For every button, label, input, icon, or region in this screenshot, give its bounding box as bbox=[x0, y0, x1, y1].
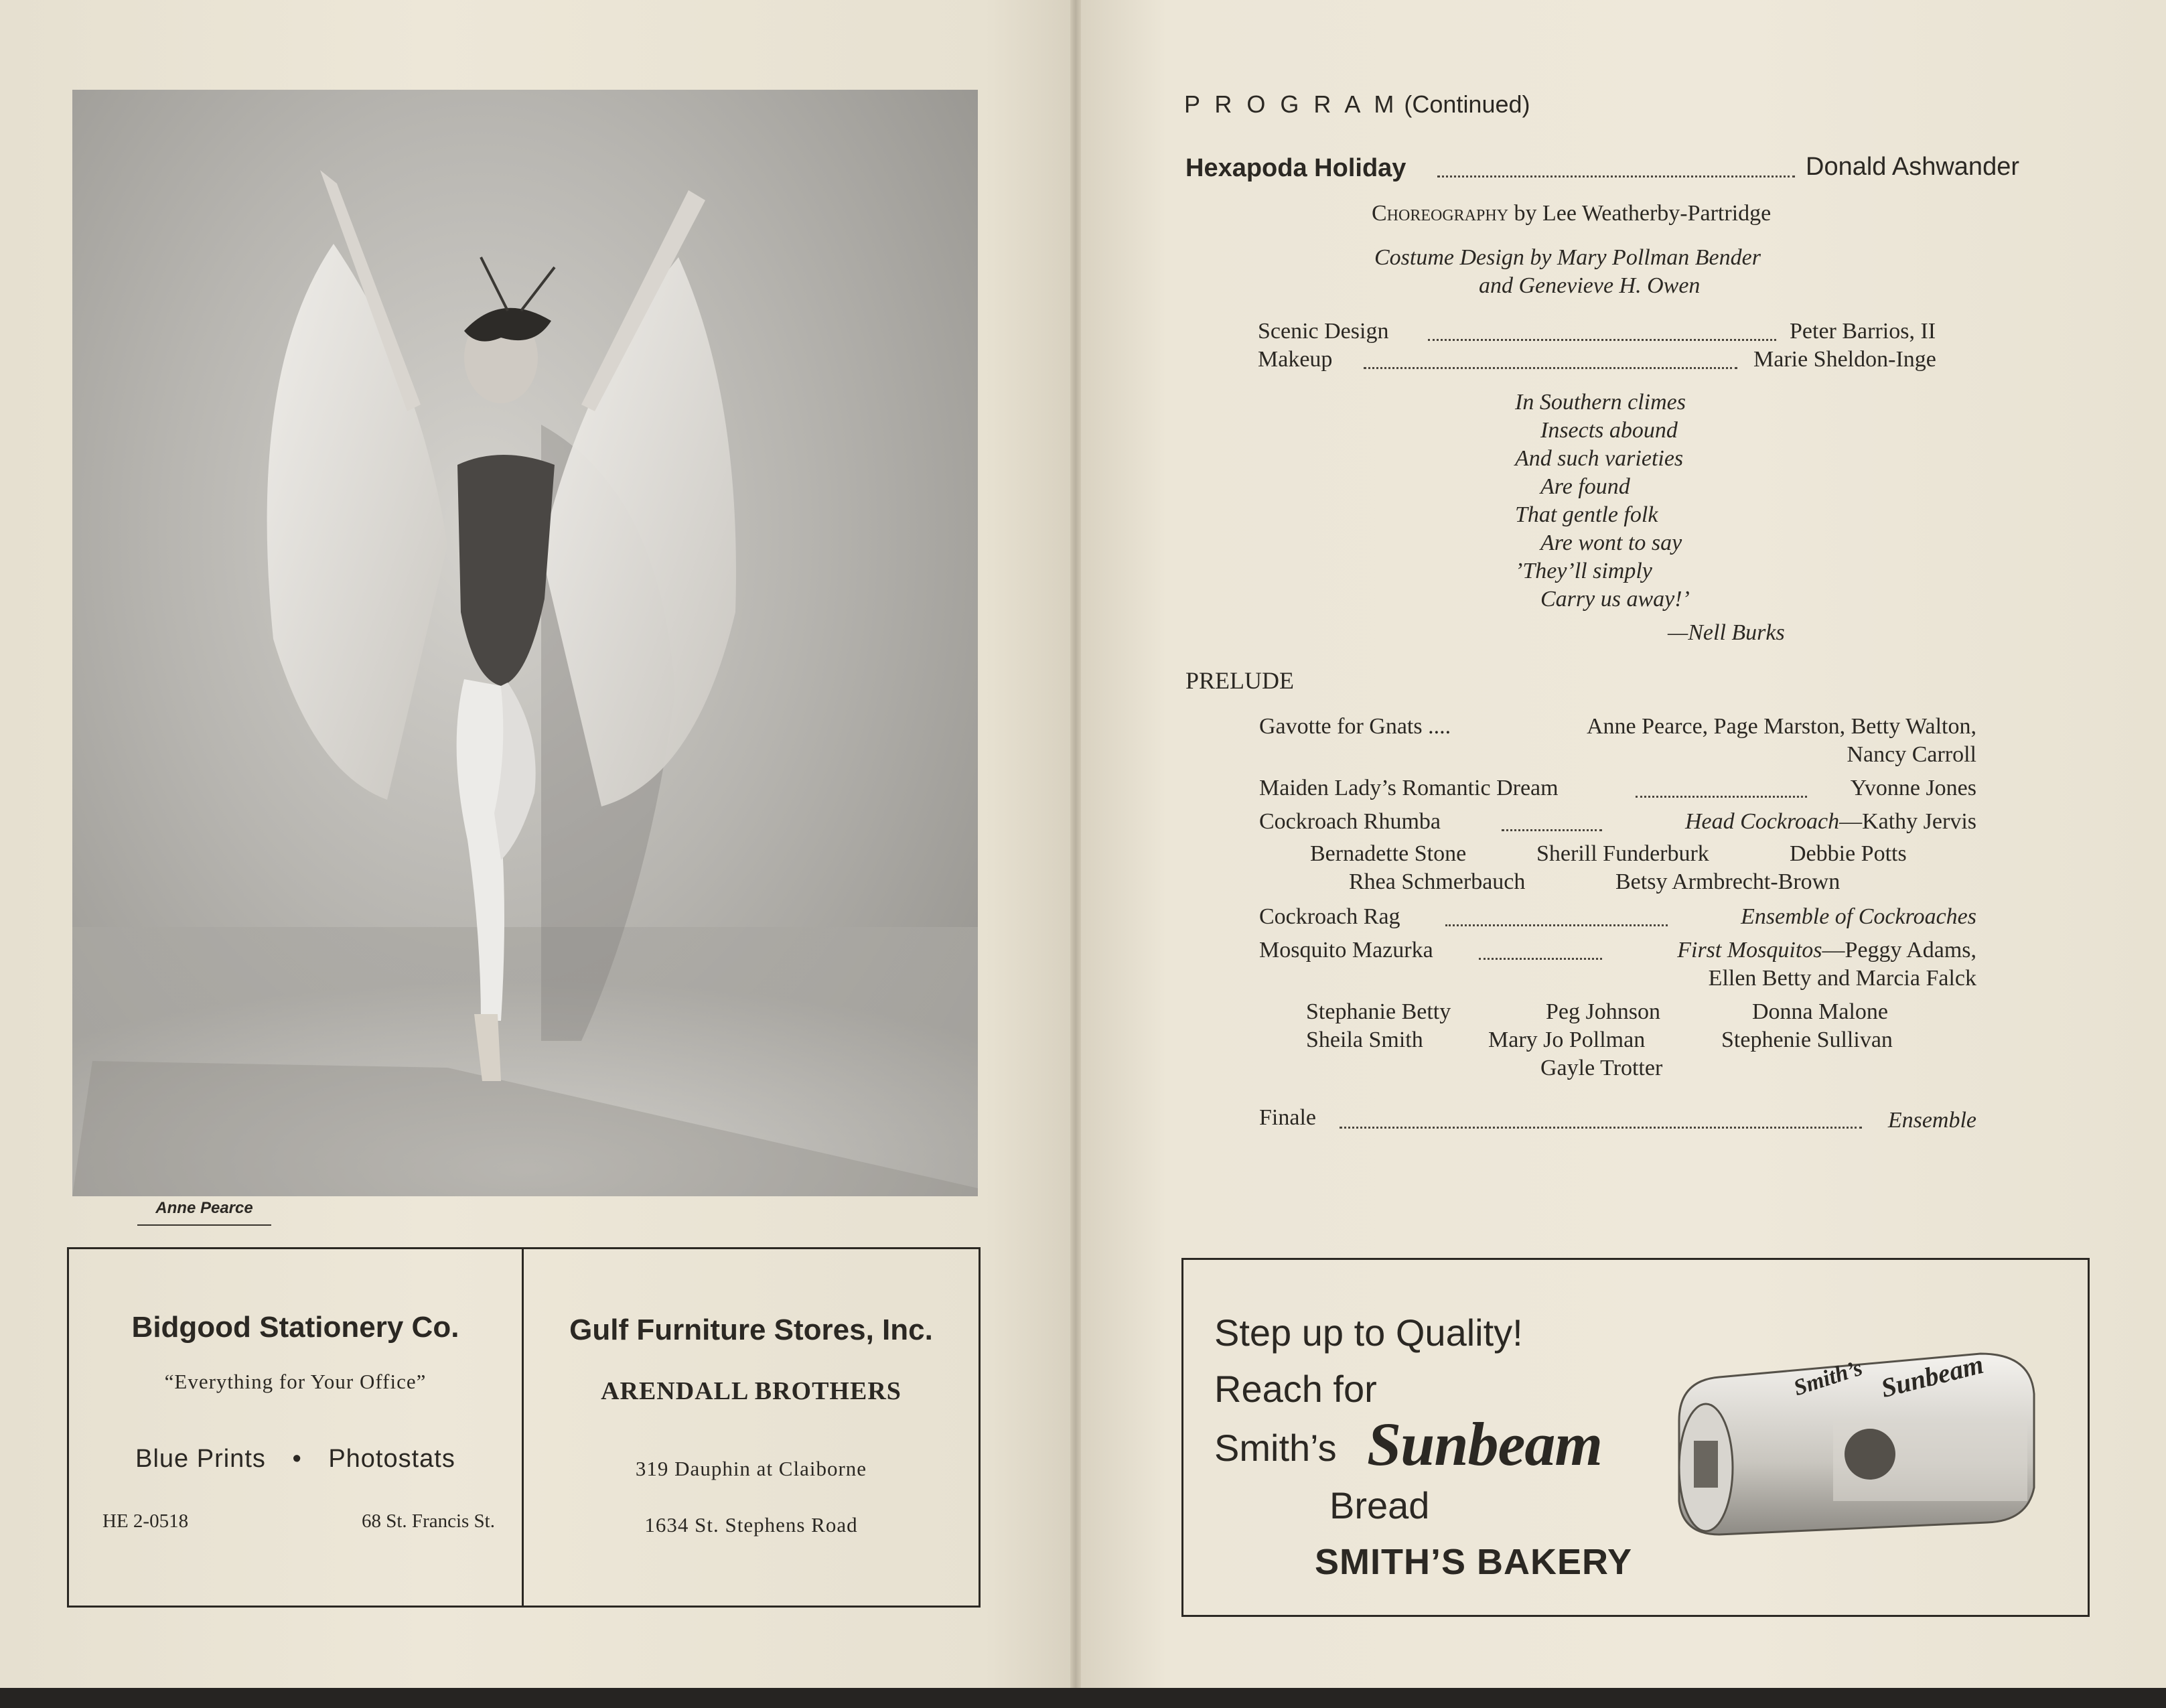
bidgood-phone: HE 2-0518 bbox=[102, 1510, 189, 1532]
finale-cast: Ensemble bbox=[1887, 1108, 1976, 1133]
dot-leader bbox=[1445, 924, 1668, 926]
ensemble-name: Stephenie Sullivan bbox=[1721, 1027, 1893, 1052]
mazurka-credit bbox=[1677, 939, 1976, 962]
poem-author: —Nell Burks bbox=[1668, 620, 1785, 645]
dancer-photo bbox=[72, 90, 978, 1196]
bidgood-address: 68 St. Francis St. bbox=[362, 1510, 495, 1532]
photo-caption: Anne Pearce bbox=[137, 1199, 271, 1226]
ad-bread: Bread bbox=[1329, 1484, 1430, 1526]
scenic-design-name: Peter Barrios, II bbox=[1790, 319, 1936, 344]
mazurka-cast-line-1: —Peggy Adams, bbox=[1822, 938, 1976, 963]
poem-line: In Southern climes bbox=[1515, 390, 1686, 415]
gulf-name: Gulf Furniture Stores, Inc. bbox=[569, 1313, 933, 1346]
loaf-label-sunbeam: Sunbeam bbox=[1877, 1348, 1987, 1404]
mazurka-role: First Mosquitos bbox=[1677, 938, 1822, 963]
maiden-cast: Yvonne Jones bbox=[1850, 776, 1976, 800]
ensemble-name: Donna Malone bbox=[1752, 999, 1889, 1024]
ensemble-name: Mary Jo Pollman bbox=[1488, 1027, 1646, 1052]
gulf-furniture-ad bbox=[524, 1249, 979, 1606]
dot-leader bbox=[1437, 175, 1795, 177]
mazurka-cast-line-2: Ellen Betty and Marcia Falck bbox=[1708, 966, 1976, 991]
ensemble-name: Stephanie Betty bbox=[1306, 999, 1451, 1024]
gavotte-cast-line-2: Nancy Carroll bbox=[1847, 742, 1976, 767]
dot-leader bbox=[1636, 796, 1807, 798]
bread-loaf-illustration bbox=[1666, 1340, 2041, 1541]
program-header bbox=[1184, 92, 1530, 117]
loaf-label-smiths: Smith’s bbox=[1790, 1355, 1866, 1401]
bullet-separator: • bbox=[292, 1445, 302, 1473]
dot-leader bbox=[1364, 367, 1737, 369]
ad-reach-for: Reach for bbox=[1214, 1368, 1377, 1410]
choreography-credit bbox=[1372, 202, 1771, 225]
rag-title: Cockroach Rag bbox=[1259, 904, 1400, 929]
ad-bakery-name: SMITH’S BAKERY bbox=[1315, 1542, 1633, 1582]
rhumba-role: Head Cockroach bbox=[1685, 809, 1840, 834]
ensemble-name: Peg Johnson bbox=[1546, 999, 1660, 1024]
rhumba-cast: —Kathy Jervis bbox=[1839, 809, 1976, 834]
book-gutter bbox=[1070, 0, 1081, 1688]
dot-leader bbox=[1502, 829, 1602, 831]
ensemble-name: Sheila Smith bbox=[1306, 1027, 1423, 1052]
ad-tagline: Step up to Quality! bbox=[1214, 1311, 1523, 1354]
left-ads-box bbox=[67, 1247, 981, 1608]
dot-leader bbox=[1479, 958, 1602, 960]
ensemble-name: Betsy Armbrecht-Brown bbox=[1615, 869, 1840, 894]
ballet-title: Hexapoda Holiday bbox=[1185, 154, 1406, 182]
sunbeam-ad bbox=[1181, 1258, 2090, 1617]
ad-smiths: Smith’s bbox=[1214, 1427, 1337, 1469]
bidgood-service-1: Blue Prints bbox=[135, 1445, 266, 1473]
bidgood-name: Bidgood Stationery Co. bbox=[131, 1311, 459, 1344]
gulf-address-1: 319 Dauphin at Claiborne bbox=[635, 1457, 867, 1480]
makeup-name: Marie Sheldon-Inge bbox=[1753, 347, 1936, 372]
gulf-address-2: 1634 St. Stephens Road bbox=[644, 1513, 858, 1537]
rag-cast: Ensemble of Cockroaches bbox=[1741, 904, 1976, 929]
costume-credit-line-1: Costume Design by Mary Pollman Bender bbox=[1374, 245, 1761, 270]
costume-credit-line-2: and Genevieve H. Owen bbox=[1479, 273, 1701, 298]
ballet-composer: Donald Ashwander bbox=[1806, 153, 2019, 181]
finale-title: Finale bbox=[1259, 1105, 1316, 1130]
makeup-label: Makeup bbox=[1258, 347, 1333, 372]
choreography-label: Choreography bbox=[1372, 201, 1509, 226]
dot-leader bbox=[1428, 339, 1776, 341]
ensemble-name: Bernadette Stone bbox=[1310, 841, 1467, 866]
poem-line: That gentle folk bbox=[1515, 502, 1658, 527]
ensemble-name: Sherill Funderburk bbox=[1536, 841, 1709, 866]
sunbeam-brand-logo: Sunbeam bbox=[1367, 1410, 1602, 1478]
program-title-suffix: (Continued) bbox=[1404, 90, 1530, 118]
rhumba-title: Cockroach Rhumba bbox=[1259, 809, 1441, 834]
bidgood-slogan: “Everything for Your Office” bbox=[164, 1370, 427, 1393]
gulf-owner: ARENDALL BROTHERS bbox=[601, 1377, 901, 1405]
gavotte-title: Gavotte for Gnats .... bbox=[1259, 714, 1451, 739]
gavotte-cast-line-1: Anne Pearce, Page Marston, Betty Walton, bbox=[1586, 714, 1976, 739]
poem-line: Are found bbox=[1540, 474, 1630, 499]
maiden-title: Maiden Lady’s Romantic Dream bbox=[1259, 776, 1559, 800]
ensemble-name: Rhea Schmerbauch bbox=[1349, 869, 1526, 894]
poem-line: ’They’ll simply bbox=[1515, 559, 1652, 583]
dot-leader bbox=[1340, 1127, 1862, 1129]
rhumba-credit bbox=[1685, 810, 1976, 833]
scan-edge bbox=[0, 1688, 2166, 1708]
ensemble-name: Debbie Potts bbox=[1790, 841, 1907, 866]
bidgood-service-2: Photostats bbox=[328, 1445, 455, 1473]
scenic-design-label: Scenic Design bbox=[1258, 319, 1389, 344]
mazurka-title: Mosquito Mazurka bbox=[1259, 938, 1433, 963]
poem-line: Insects abound bbox=[1540, 418, 1678, 443]
poem-line: And such varieties bbox=[1515, 446, 1684, 471]
poem-line: Carry us away!’ bbox=[1540, 587, 1690, 612]
poem-line: Are wont to say bbox=[1540, 530, 1682, 555]
program-title: P R O G R A M bbox=[1184, 90, 1398, 118]
choreography-by: by Lee Weatherby-Partridge bbox=[1514, 201, 1772, 226]
bidgood-ad bbox=[69, 1249, 522, 1606]
prelude-heading: PRELUDE bbox=[1185, 667, 1294, 694]
ensemble-name: Gayle Trotter bbox=[1540, 1056, 1663, 1080]
